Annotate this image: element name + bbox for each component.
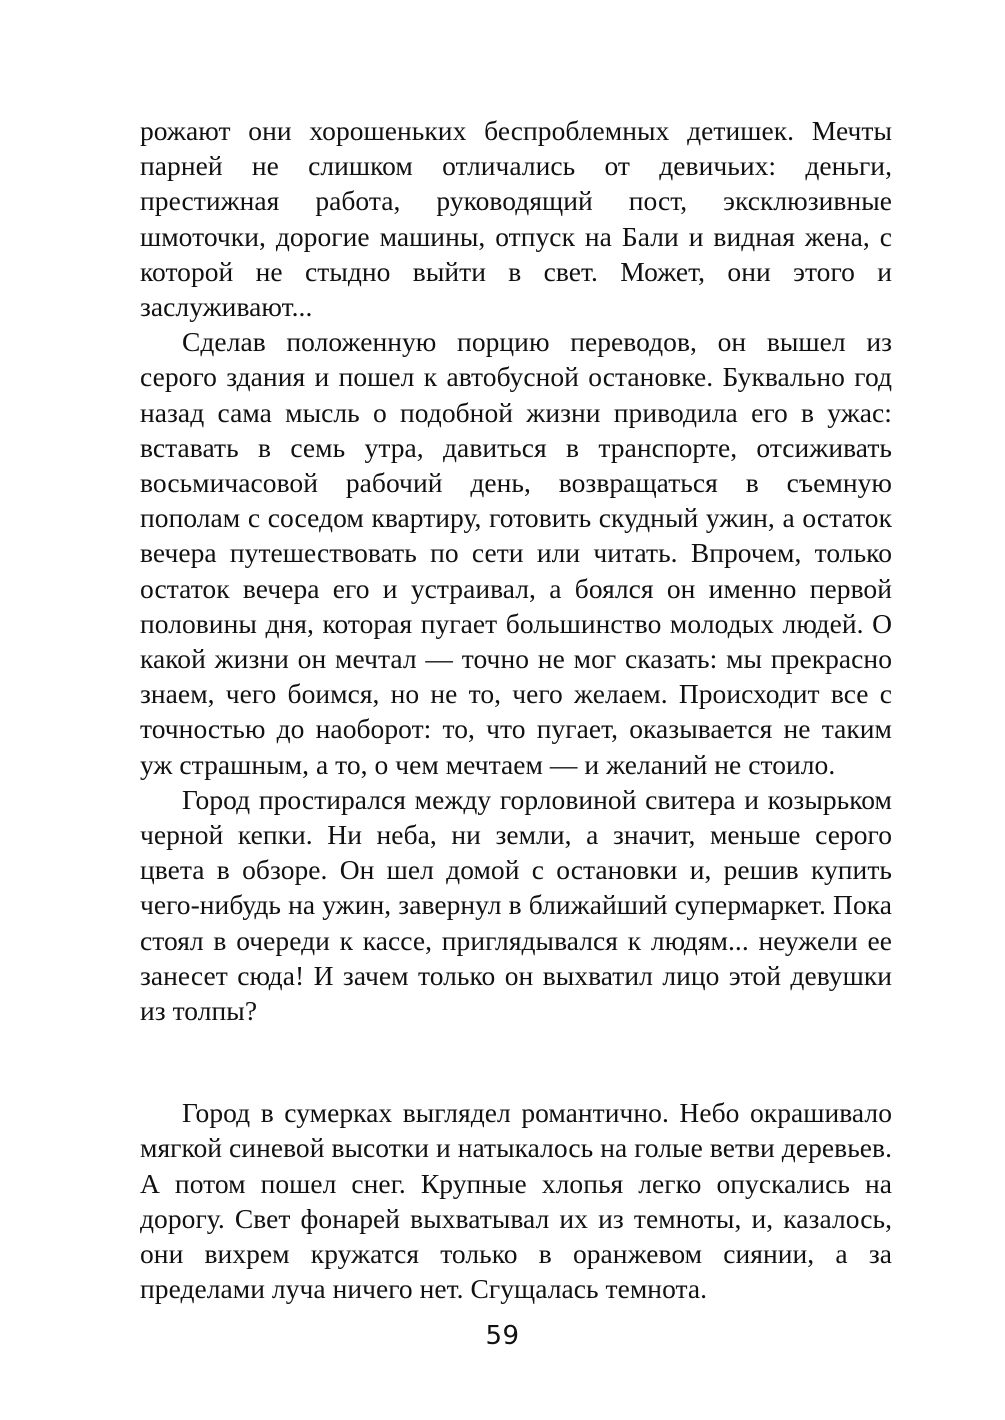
- page-text-block: [140, 113, 892, 1307]
- paragraph-city-sweater: Город простирался между горловиной свитера и козырьком черной кепки. Ни неба, ни земли, а значит, меньше серого цвета в обзоре. Он шел домой с остановки и, решив купить чего-нибудь на ужин, завернул в ближайший супермаркет. Пока стоял в очереди к кассе, приглядывался к людям... неужели ее занесет сюда! И зачем только он выхватил лицо этой девушки из толпы?: [140, 783, 892, 1027]
- paragraph-city-dusk: Город в сумерках выглядел романтично. Небо окрашивало мягкой синевой высотки и натыкалось на голые ветви деревьев. А потом пошел снег. Крупные хлопья легко опускались на дорогу. Свет фонарей выхватывал их из темноты, и, казалось, они вихрем кружатся только в оранжевом сиянии, а за пределами луча ничего нет. Сгущалась темнота.: [140, 1097, 892, 1305]
- scene-break-spacer: [140, 1028, 892, 1095]
- paragraph-continuation: рожают они хорошеньких беспроблемных детишек. Мечты парней не слишком отличались от девичьих: деньги, престижная работа, руководящий пост, эксклюзивные шмоточки, дорогие машины, отпуск на Бали и видная жена, с которой не стыдно выйти в свет. Может, они этого и заслуживают...: [140, 115, 892, 323]
- paragraph-translations: Сделав положенную порцию переводов, он вышел из серого здания и пошел к автобусной остановке. Буквально год назад сама мысль о подобной жизни приводила его в ужас: вставать в семь утра, давиться в транспорте, отсиживать восьмичасовой рабочий день, возвращаться в съемную пополам с соседом квартиру, готовить скудный ужин, а остаток вечера путешествовать по сети или читать. Впрочем, только остаток вечера его и устраивал, а боялся он именно первой половины дня, которая пугает большинство молодых людей. О какой жизни он мечтал — точно не мог сказать: мы прекрасно знаем, чего боимся, но не то, чего желаем. Происходит все с точностью до наоборот: то, что пугает, оказывается не таким уж страшным, а то, о чем мечтаем — и желаний не стоило.: [140, 326, 892, 780]
- page-number: 59: [485, 1321, 520, 1351]
